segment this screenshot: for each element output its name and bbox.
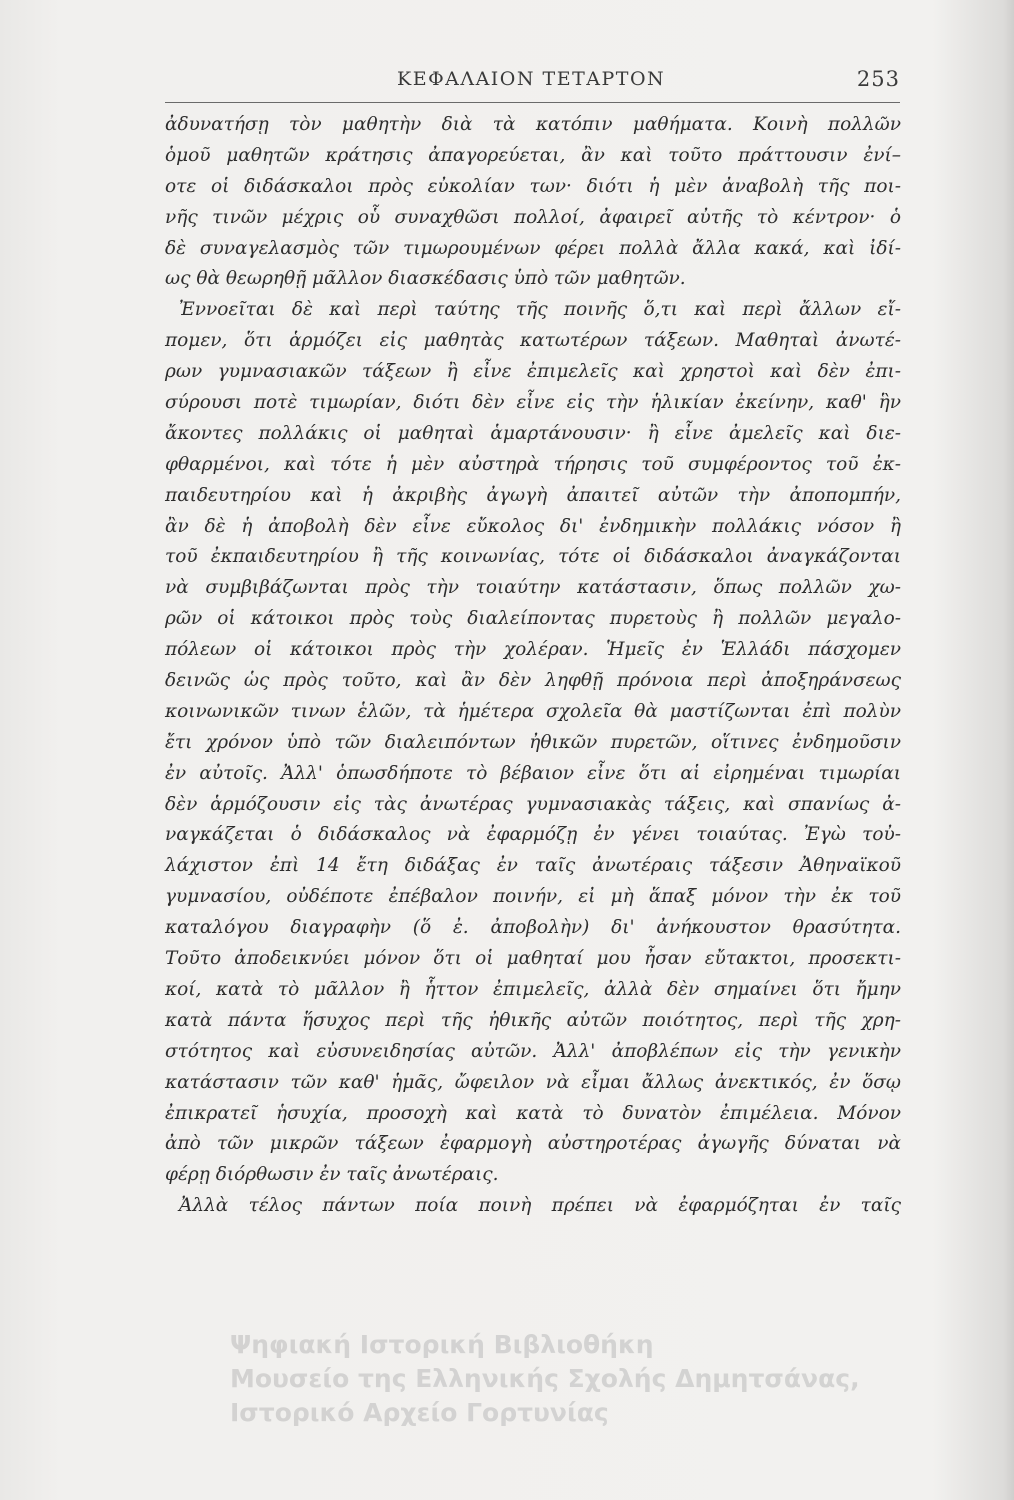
text-line: Τοῦτο ἀποδεικνύει μόνον ὅτι οἱ μαθηταί μου ἦσαν εὔτακτοι, προσεκτι-	[165, 948, 901, 970]
text-line: ἀδυνατήσῃ τὸν μαθητὴν διὰ τὰ κατόπιν μαθήματα. Κοινὴ πολλῶν	[165, 114, 901, 135]
text-line: ἔτι χρόνον ὑπὸ τῶν διαλειπόντων ἠθικῶν πυρετῶν, οἵτινες ἐνδημοῦσιν	[165, 731, 901, 753]
text-line: ως θὰ θεωρηθῇ μᾶλλον διασκέδασις ὑπὸ τῶν μαθητῶν.	[165, 268, 686, 290]
text-line: κοινωνικῶν τινων ἑλῶν, τὰ ἡμέτερα σχολεῖα θὰ μαστίζωνται ἐπὶ πολὺν	[165, 700, 901, 722]
text-line: Ἐννοεῖται δὲ καὶ περὶ ταύτης τῆς ποινῆς ὅ,τι καὶ περὶ ἄλλων εἴ-	[179, 299, 901, 321]
body-text	[165, 110, 901, 1222]
text-line: ρῶν οἱ κάτοικοι πρὸς τοὺς διαλείποντας πυρετοὺς ἢ πολλῶν μεγαλο-	[165, 608, 901, 630]
text-line: ἀπὸ τῶν μικρῶν τάξεων ἐφαρμογὴ αὐστηροτέρας ἀγωγῆς δύναται νὰ	[165, 1133, 901, 1155]
text-line: Ἀλλὰ τέλος πάντων ποία ποινὴ πρέπει νὰ ἐφαρμόζηται ἐν ταῖς	[179, 1195, 901, 1217]
text-line: παιδευτηρίου καὶ ἡ ἀκριβὴς ἀγωγὴ ἀπαιτεῖ αὐτῶν τὴν ἀποπομπήν,	[165, 484, 901, 506]
text-line: δεινῶς ὡς πρὸς τοῦτο, καὶ ἂν δὲν ληφθῇ πρόνοια περὶ ἀποξηράνσεως	[165, 670, 901, 692]
text-line: κατάστασιν τῶν καθ' ἡμᾶς, ὤφειλον νὰ εἶμαι ἄλλως ἀνεκτικός, ἐν ὅσῳ	[165, 1071, 901, 1093]
text-line: πόλεων οἱ κάτοικοι πρὸς τὴν χολέραν. Ἡμεῖς ἐν Ἑλλάδι πάσχομεν	[165, 639, 901, 661]
text-line: ρων γυμνασιακῶν τάξεων ἢ εἶνε ἐπιμελεῖς καὶ χρηστοὶ καὶ δὲν ἐπι-	[165, 361, 901, 383]
running-title: ΚΕΦΑΛΑΙΟΝ ΤΕΤΑΡΤΟΝ	[397, 68, 666, 90]
text-line: κατὰ πάντα ἥσυχος περὶ τῆς ἠθικῆς αὐτῶν ποιότητος, περὶ τῆς χρη-	[165, 1009, 901, 1031]
text-line: καταλόγου διαγραφὴν (ὅ ἐ. ἀποβολὴν) δι' ἀνήκουστον θρασύτητα.	[165, 917, 901, 939]
text-line: ἂν δὲ ἡ ἀποβολὴ δὲν εἶνε εὔκολος δι' ἐνδημικὴν πολλάκις νόσον ἢ	[165, 515, 901, 537]
watermark-line: Ψηφιακή Ιστορική Βιβλιοθήκη	[230, 1330, 654, 1359]
text-line: δὲ συναγελασμὸς τῶν τιμωρουμένων φέρει πολλὰ ἄλλα κακά, καὶ ἰδί-	[165, 237, 901, 259]
text-line: νὰ συμβιβάζωνται πρὸς τὴν τοιαύτην κατάστασιν, ὅπως πολλῶν χω-	[165, 577, 901, 599]
page-header	[165, 68, 900, 106]
text-line: ναγκάζεται ὁ διδάσκαλος νὰ ἐφαρμόζῃ ἐν γένει τοιαύτας. Ἐγὼ τοὐ-	[165, 824, 901, 846]
page-number: 253	[856, 67, 900, 91]
text-line: σύρουσι ποτὲ τιμωρίαν, διότι δὲν εἶνε εἰς τὴν ἡλικίαν ἐκείνην, καθ' ἣν	[165, 392, 901, 414]
text-line: λάχιστον ἐπὶ 14 ἔτη διδάξας ἐν ταῖς ἀνωτέραις τάξεσιν Ἀθηναϊκοῦ	[165, 855, 901, 877]
text-line: ἐν αὐτοῖς. Ἀλλ' ὁπωσδήποτε τὸ βέβαιον εἶνε ὅτι αἱ εἰρημέναι τιμωρίαι	[165, 762, 901, 784]
header-rule	[165, 102, 900, 103]
text-line: ἄκοντες πολλάκις οἱ μαθηταὶ ἁμαρτάνουσιν· ἢ εἶνε ἀμελεῖς καὶ διε-	[165, 422, 901, 444]
text-line: ἐπικρατεῖ ἡσυχία, προσοχὴ καὶ κατὰ τὸ δυνατὸν ἐπιμέλεια. Μόνον	[165, 1102, 901, 1124]
text-line: τοῦ ἐκπαιδευτηρίου ἢ τῆς κοινωνίας, τότε οἱ διδάσκαλοι ἀναγκάζονται	[165, 546, 901, 568]
text-line: δὲν ἁρμόζουσιν εἰς τὰς ἀνωτέρας γυμνασιακὰς τάξεις, καὶ σπανίως ἀ-	[165, 793, 901, 815]
watermark-line: Ιστορικό Αρχείο Γορτυνίας	[230, 1398, 609, 1427]
text-line: πομεν, ὅτι ἁρμόζει εἰς μαθητὰς κατωτέρων τάξεων. Μαθηταὶ ἀνωτέ-	[165, 330, 901, 352]
text-line: γυμνασίου, οὐδέποτε ἐπέβαλον ποινήν, εἰ μὴ ἅπαξ μόνον τὴν ἐκ τοῦ	[165, 886, 901, 908]
library-watermark	[230, 1328, 990, 1430]
text-line: φέρῃ διόρθωσιν ἐν ταῖς ἀνωτέραις.	[165, 1164, 499, 1186]
text-line: στότητος καὶ εὐσυνειδησίας αὐτῶν. Ἀλλ' ἀποβλέπων εἰς τὴν γενικὴν	[165, 1040, 901, 1062]
watermark-line: Μουσείο της Ελληνικής Σχολής Δημητσάνας,	[230, 1364, 860, 1393]
text-line: κοί, κατὰ τὸ μᾶλλον ἢ ἧττον ἐπιμελεῖς, ἀλλὰ δὲν σημαίνει ὅτι ἤμην	[165, 978, 901, 1000]
text-line: νῆς τινῶν μέχρις οὗ συναχθῶσι πολλοί, ἀφαιρεῖ αὐτῆς τὸ κέντρον· ὁ	[165, 206, 901, 228]
text-line: οτε οἱ διδάσκαλοι πρὸς εὐκολίαν των· διότι ἡ μὲν ἀναβολὴ τῆς ποι-	[165, 175, 901, 197]
text-line: φθαρμένοι, καὶ τότε ἡ μὲν αὐστηρὰ τήρησις τοῦ συμφέροντος τοῦ ἐκ-	[165, 453, 901, 475]
text-line: ὁμοῦ μαθητῶν κράτησις ἀπαγορεύεται, ἂν καὶ τοῦτο πράττουσιν ἐνί–	[165, 144, 901, 166]
